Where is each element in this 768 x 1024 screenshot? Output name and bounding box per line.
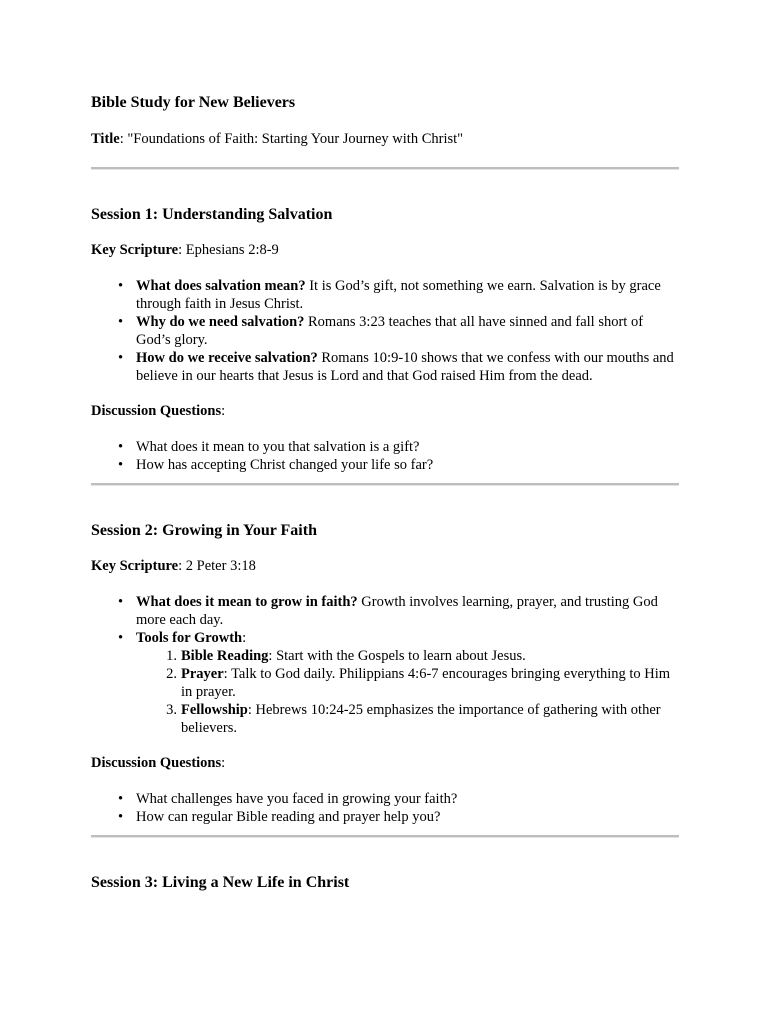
session-1-points	[91, 277, 679, 385]
key-scripture-separator: :	[178, 242, 186, 258]
study-title-separator: :	[119, 131, 128, 147]
point-question: Why do we need salvation?	[136, 314, 305, 330]
point-answer: It is God’s gift, not something we earn. Salvation is by grace through faith in Jesus Christ.	[136, 278, 661, 312]
point-answer: Growth involves learning, prayer, and trusting God more each day.	[136, 594, 658, 628]
session-2-points	[91, 593, 679, 737]
point-question: What does salvation mean?	[136, 278, 306, 294]
list-number: 1.	[166, 648, 177, 664]
list-item	[136, 349, 679, 385]
tool-description: : Start with the Gospels to learn about Jesus.	[268, 648, 526, 664]
discussion-questions-separator: :	[221, 755, 226, 771]
list-item	[136, 313, 679, 349]
discussion-questions-label: Discussion Questions	[91, 755, 222, 771]
list-number: 2.	[166, 666, 177, 682]
session-1-key-scripture	[91, 241, 679, 259]
point-answer: Romans 3:23 teaches that all have sinned and fall short of God’s glory.	[136, 314, 644, 348]
session-2-questions	[91, 790, 679, 826]
document-title: Bible Study for New Believers	[91, 94, 296, 111]
session-1-heading: Session 1: Understanding Salvation	[91, 206, 333, 223]
session-2-discussion-label	[91, 754, 679, 772]
key-scripture-reference: Ephesians 2:8-9	[185, 242, 279, 258]
tool-description: : Hebrews 10:24-25 emphasizes the importance of gathering with other believers.	[181, 702, 661, 736]
key-scripture-label: Key Scripture	[91, 558, 179, 574]
list-item: • How has accepting Christ changed your life so far?	[136, 456, 679, 474]
list-item	[136, 593, 679, 629]
tools-label: Tools for Growth	[136, 630, 243, 646]
session-1-discussion-label	[91, 402, 679, 420]
list-item	[136, 629, 679, 737]
list-item	[166, 701, 679, 737]
tool-name: Bible Reading	[181, 648, 269, 664]
document-body	[91, 93, 679, 893]
tool-name: Fellowship	[181, 702, 248, 718]
list-item: • What challenges have you faced in growing your faith?	[136, 790, 679, 808]
session-3-heading: Session 3: Living a New Life in Christ	[91, 874, 350, 891]
discussion-questions-separator: :	[221, 403, 226, 419]
list-item	[166, 647, 679, 665]
point-question: What does it mean to grow in faith?	[136, 594, 358, 610]
key-scripture-label: Key Scripture	[91, 242, 179, 258]
discussion-questions-label: Discussion Questions	[91, 403, 222, 419]
point-question: How do we receive salvation?	[136, 350, 318, 366]
point-answer: Romans 10:9-10 shows that we confess with our mouths and believe in our hearts that Jesus is Lord and that God raised Him from the dead.	[136, 350, 674, 384]
study-title-line	[91, 130, 679, 148]
list-item: • How can regular Bible reading and prayer help you?	[136, 808, 679, 826]
list-item	[136, 277, 679, 313]
list-item	[166, 665, 679, 701]
tools-separator: :	[242, 630, 247, 646]
key-scripture-reference: 2 Peter 3:18	[185, 558, 256, 574]
tools-list	[136, 647, 679, 737]
tool-description: : Talk to God daily. Philippians 4:6-7 encourages bringing everything to Him in prayer.	[181, 666, 671, 700]
key-scripture-separator: :	[178, 558, 186, 574]
session-2-heading: Session 2: Growing in Your Faith	[91, 522, 317, 539]
session-1-questions	[91, 438, 679, 474]
session-2-key-scripture	[91, 557, 679, 575]
study-title-text: "Foundations of Faith: Starting Your Journey with Christ"	[127, 131, 464, 147]
list-number: 3.	[166, 702, 177, 718]
tool-name: Prayer	[181, 666, 224, 682]
study-title-label: Title	[91, 131, 120, 147]
list-item: • What does it mean to you that salvation is a gift?	[136, 438, 679, 456]
